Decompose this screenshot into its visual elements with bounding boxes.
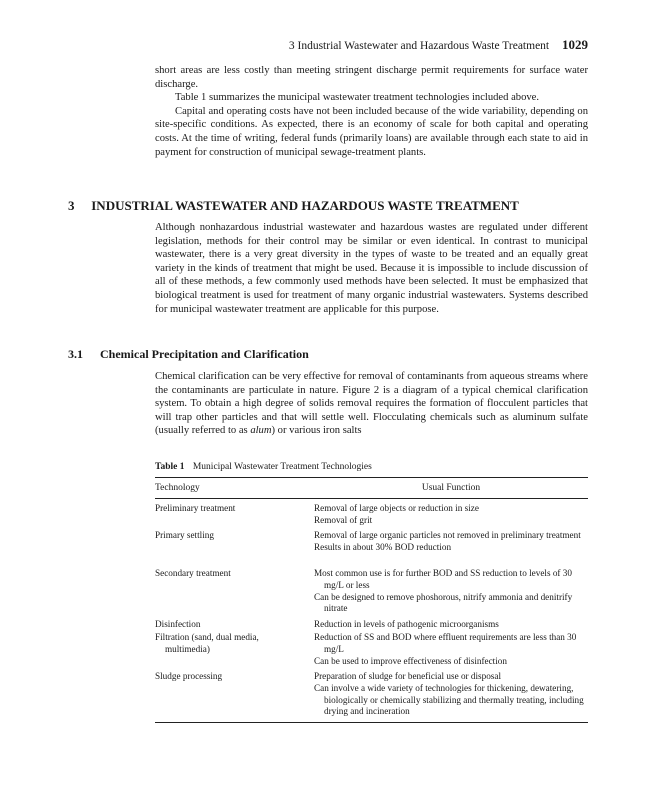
running-title: 3 Industrial Wastewater and Hazardous Waste Treatment [288, 40, 550, 52]
table-row-technology: Sludge processing [155, 671, 223, 681]
section-3-1-heading [68, 347, 309, 362]
function-item: Most common use is for further BOD and SS reduction to levels of 30 mg/L or less [314, 568, 572, 590]
section-3-1-paragraph [155, 370, 588, 438]
section-3-title: INDUSTRIAL WASTEWATER AND HAZARDOUS WASTE TREATMENT [91, 198, 519, 213]
table-row-technology [155, 632, 280, 656]
section-3-body [155, 221, 588, 316]
function-item: Can be used to improve effectiveness of disinfection [314, 655, 507, 666]
section-3-1-text-a: Chemical clarification can be very effective for removal of contaminants from aqueous streams where the contaminants are particulate in nature. Figure 2 is a diagram of a typical chemical clarification system. To obtain a high degree of solids removal requires the formation of flocculent particles that will trap other particles and that will settle well. Flocculating chemicals such as aluminum sulfate (usually referred to as [155, 371, 588, 437]
section-3-paragraph: Although nonhazardous industrial wastewater and hazardous wastes are regulated under different legislation, methods for their control may be similar or even identical. In contrast to municipal wastewater, there is a very great diversity in the types of waste to be treated and an equally great variety in the kinds of treatment that might be used. Because it is impossible to include discussion of all of these methods, a few commonly used methods have been selected. It must be emphasized that biological treatment is used for treatment of many organic industrial wastewaters. Systems described for municipal wastewater treatment are applicable for this purpose. [155, 222, 588, 315]
section-3-1-title: Chemical Precipitation and Clarification [100, 347, 309, 361]
intro-text [155, 64, 588, 159]
intro-paragraph-2: Table 1 summarizes the municipal wastewater treatment technologies included above. [175, 92, 540, 104]
table-row-functions [314, 619, 588, 631]
table-row-functions [314, 530, 588, 554]
table-label: Table 1 [155, 462, 185, 472]
technology-label: Filtration (sand, dual media, multimedia) [155, 632, 259, 654]
table-row-technology: Disinfection [155, 619, 201, 629]
table-row-technology: Preliminary treatment [155, 503, 236, 513]
table-header-technology: Technology [155, 483, 200, 493]
section-3-number: 3 [68, 198, 75, 213]
table-row-functions [314, 671, 588, 718]
function-item: Removal of grit [314, 514, 373, 525]
table-title: Municipal Wastewater Treatment Technologies [192, 462, 372, 472]
running-header [289, 37, 588, 53]
section-3-1-text-b: ) or various iron salts [271, 425, 362, 437]
table-row-functions [314, 632, 588, 667]
table-row-functions [314, 568, 588, 615]
section-3-1-number: 3.1 [68, 347, 83, 361]
intro-paragraph-3: Capital and operating costs have not been included because of the wide variability, depending on site-specific conditions. As expected, there is an economy of scale for both capital and operating costs. At the time of writing, federal funds (primarily loans) are available through each state to aid in payment for construction of municipal sewage-treatment plants. [155, 105, 588, 158]
section-3-heading [68, 198, 519, 214]
function-item: Preparation of sludge for beneficial use or disposal [314, 671, 502, 681]
function-item: Reduction of SS and BOD where effluent requirements are less than 30 mg/L [314, 632, 577, 654]
table-bottom-rule [155, 722, 588, 723]
table-caption [155, 462, 372, 472]
function-item: Reduction in levels of pathogenic microorganisms [314, 619, 499, 629]
function-item: Can involve a wide variety of technologies for thickening, dewatering, biologically or chemically stabilizing and thermally treating, including drying and incineration [314, 682, 584, 717]
table-row-technology: Secondary treatment [155, 568, 231, 578]
function-item: Results in about 30% BOD reduction [314, 541, 452, 552]
function-item: Removal of large objects or reduction in size [314, 503, 479, 513]
function-item: Can be designed to remove phoshorous, nitrify ammonia and denitrify nitrate [314, 591, 573, 614]
table-top-rule [155, 477, 588, 478]
alum-term: alum [250, 425, 272, 437]
section-3-1-body [155, 370, 588, 438]
table-header-rule [155, 498, 588, 499]
table-header-function: Usual Function [421, 483, 481, 493]
function-item: Removal of large organic particles not removed in preliminary treatment [314, 530, 581, 540]
table-row-functions [314, 503, 588, 527]
page-number: 1029 [562, 37, 588, 52]
intro-paragraph-1: short areas are less costly than meeting stringent discharge permit requirements for surface water discharge. [155, 65, 588, 90]
table-row-technology: Primary settling [155, 530, 214, 540]
